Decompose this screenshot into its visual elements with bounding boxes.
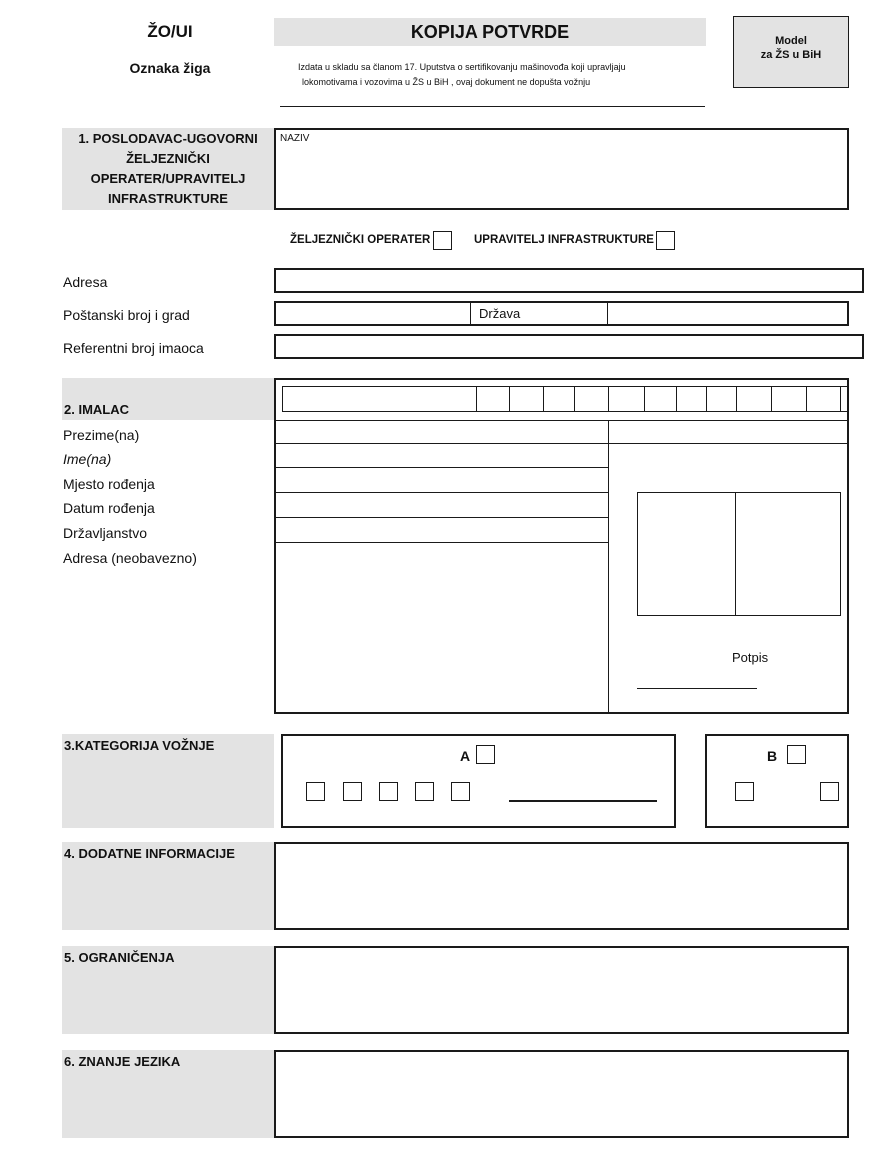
section1-title-line4: INFRASTRUKTURE <box>108 191 228 206</box>
reference-label: Referentni broj imaoca <box>63 340 204 356</box>
category-b-sub-checkbox-1[interactable] <box>735 782 754 801</box>
category-a-checkbox[interactable] <box>476 745 495 764</box>
category-a-write-line[interactable] <box>509 800 657 802</box>
document-title: KOPIJA POTVRDE <box>274 18 706 46</box>
section1-title <box>62 128 274 210</box>
citizenship-label: Državljanstvo <box>63 525 148 541</box>
photo-box <box>637 492 841 616</box>
category-a-sub-checkbox-3[interactable] <box>379 782 398 801</box>
category-a-sub-checkbox-5[interactable] <box>451 782 470 801</box>
reference-number-field[interactable] <box>274 334 864 359</box>
holder-line-2 <box>274 443 849 444</box>
model-box <box>733 16 849 88</box>
restrictions-field[interactable] <box>274 946 849 1034</box>
postal-label: Poštanski broj i grad <box>63 307 190 323</box>
category-a-sub-checkbox-4[interactable] <box>415 782 434 801</box>
section1-title-line3: OPERATER/UPRAVITELJ <box>90 171 246 186</box>
header-divider <box>280 106 705 107</box>
digit-divider-2 <box>509 386 510 412</box>
digit-divider-12 <box>840 386 841 412</box>
holder-line-3 <box>274 467 608 468</box>
digit-divider-4 <box>574 386 575 412</box>
licence-number-field[interactable] <box>282 386 849 412</box>
holder-column-divider <box>608 420 609 714</box>
address-label: Adresa <box>63 274 108 290</box>
model-line1: Model <box>775 35 807 47</box>
category-a-sub-checkbox-2[interactable] <box>343 782 362 801</box>
digit-divider-3 <box>543 386 544 412</box>
option-manager-label: UPRAVITELJ INFRASTRUKTURE <box>474 234 654 246</box>
naziv-label: NAZIV <box>280 133 310 144</box>
form-code: ŽO/UI <box>147 22 193 41</box>
holder-line-5 <box>274 517 608 518</box>
model-line2: za ŽS u BiH <box>760 49 822 61</box>
birthplace-label: Mjesto rođenja <box>63 476 155 492</box>
operator-checkbox[interactable] <box>433 231 452 250</box>
holder-address-label: Adresa (neobavezno) <box>63 550 197 566</box>
category-a-sub-checkbox-1[interactable] <box>306 782 325 801</box>
issuance-note-line1: Izdata u skladu sa članom 17. Uputstva o sertifikovanju mašinovođa koji upravljaju <box>298 62 626 72</box>
section3-title: 3.KATEGORIJA VOŽNJE <box>64 738 215 753</box>
option-operator-label: ŽELJEZNIČKI OPERATER <box>290 234 431 246</box>
section4-title: 4. DODATNE INFORMACIJE <box>64 846 235 861</box>
stamp-label: Oznaka žiga <box>129 60 211 76</box>
employer-name-field[interactable] <box>274 128 849 210</box>
language-knowledge-field[interactable] <box>274 1050 849 1138</box>
digit-divider-7 <box>676 386 677 412</box>
category-b-checkbox[interactable] <box>787 745 806 764</box>
surname-label: Prezime(na) <box>63 427 140 443</box>
digit-divider-5 <box>608 386 609 412</box>
holder-line-6 <box>274 542 608 543</box>
birthdate-label: Datum rođenja <box>63 500 155 516</box>
digit-divider-10 <box>771 386 772 412</box>
digit-divider-9 <box>736 386 737 412</box>
digit-divider-11 <box>806 386 807 412</box>
digit-divider-6 <box>644 386 645 412</box>
postal-divider <box>470 301 471 326</box>
signature-line[interactable] <box>637 688 757 689</box>
manager-checkbox[interactable] <box>656 231 675 250</box>
additional-info-field[interactable] <box>274 842 849 930</box>
section1-title-line1: 1. POSLODAVAC-UGOVORNI <box>78 131 258 146</box>
digit-divider-8 <box>706 386 707 412</box>
signature-label: Potpis <box>732 650 769 665</box>
category-b-label: B <box>767 748 778 764</box>
section5-title: 5. OGRANIČENJA <box>64 950 175 965</box>
country-divider <box>607 301 608 326</box>
category-a-label: A <box>460 748 471 764</box>
section2-title: 2. IMALAC <box>64 402 129 417</box>
section1-title-line2: ŽELJEZNIČKI <box>126 151 210 166</box>
issuance-note-line2: lokomotivama i vozovima u ŽS u BiH , ovaj dokument ne dopušta vožnju <box>302 77 591 87</box>
digit-divider-1 <box>476 386 477 412</box>
holder-line-1 <box>274 420 849 421</box>
country-label: Država <box>479 306 521 321</box>
photo-box-divider <box>735 492 736 616</box>
address-field[interactable] <box>274 268 864 293</box>
holder-line-4 <box>274 492 608 493</box>
category-b-sub-checkbox-2[interactable] <box>820 782 839 801</box>
given-name-label: Ime(na) <box>63 451 112 467</box>
section6-title: 6. ZNANJE JEZIKA <box>64 1054 181 1069</box>
postal-city-field[interactable] <box>274 301 849 326</box>
